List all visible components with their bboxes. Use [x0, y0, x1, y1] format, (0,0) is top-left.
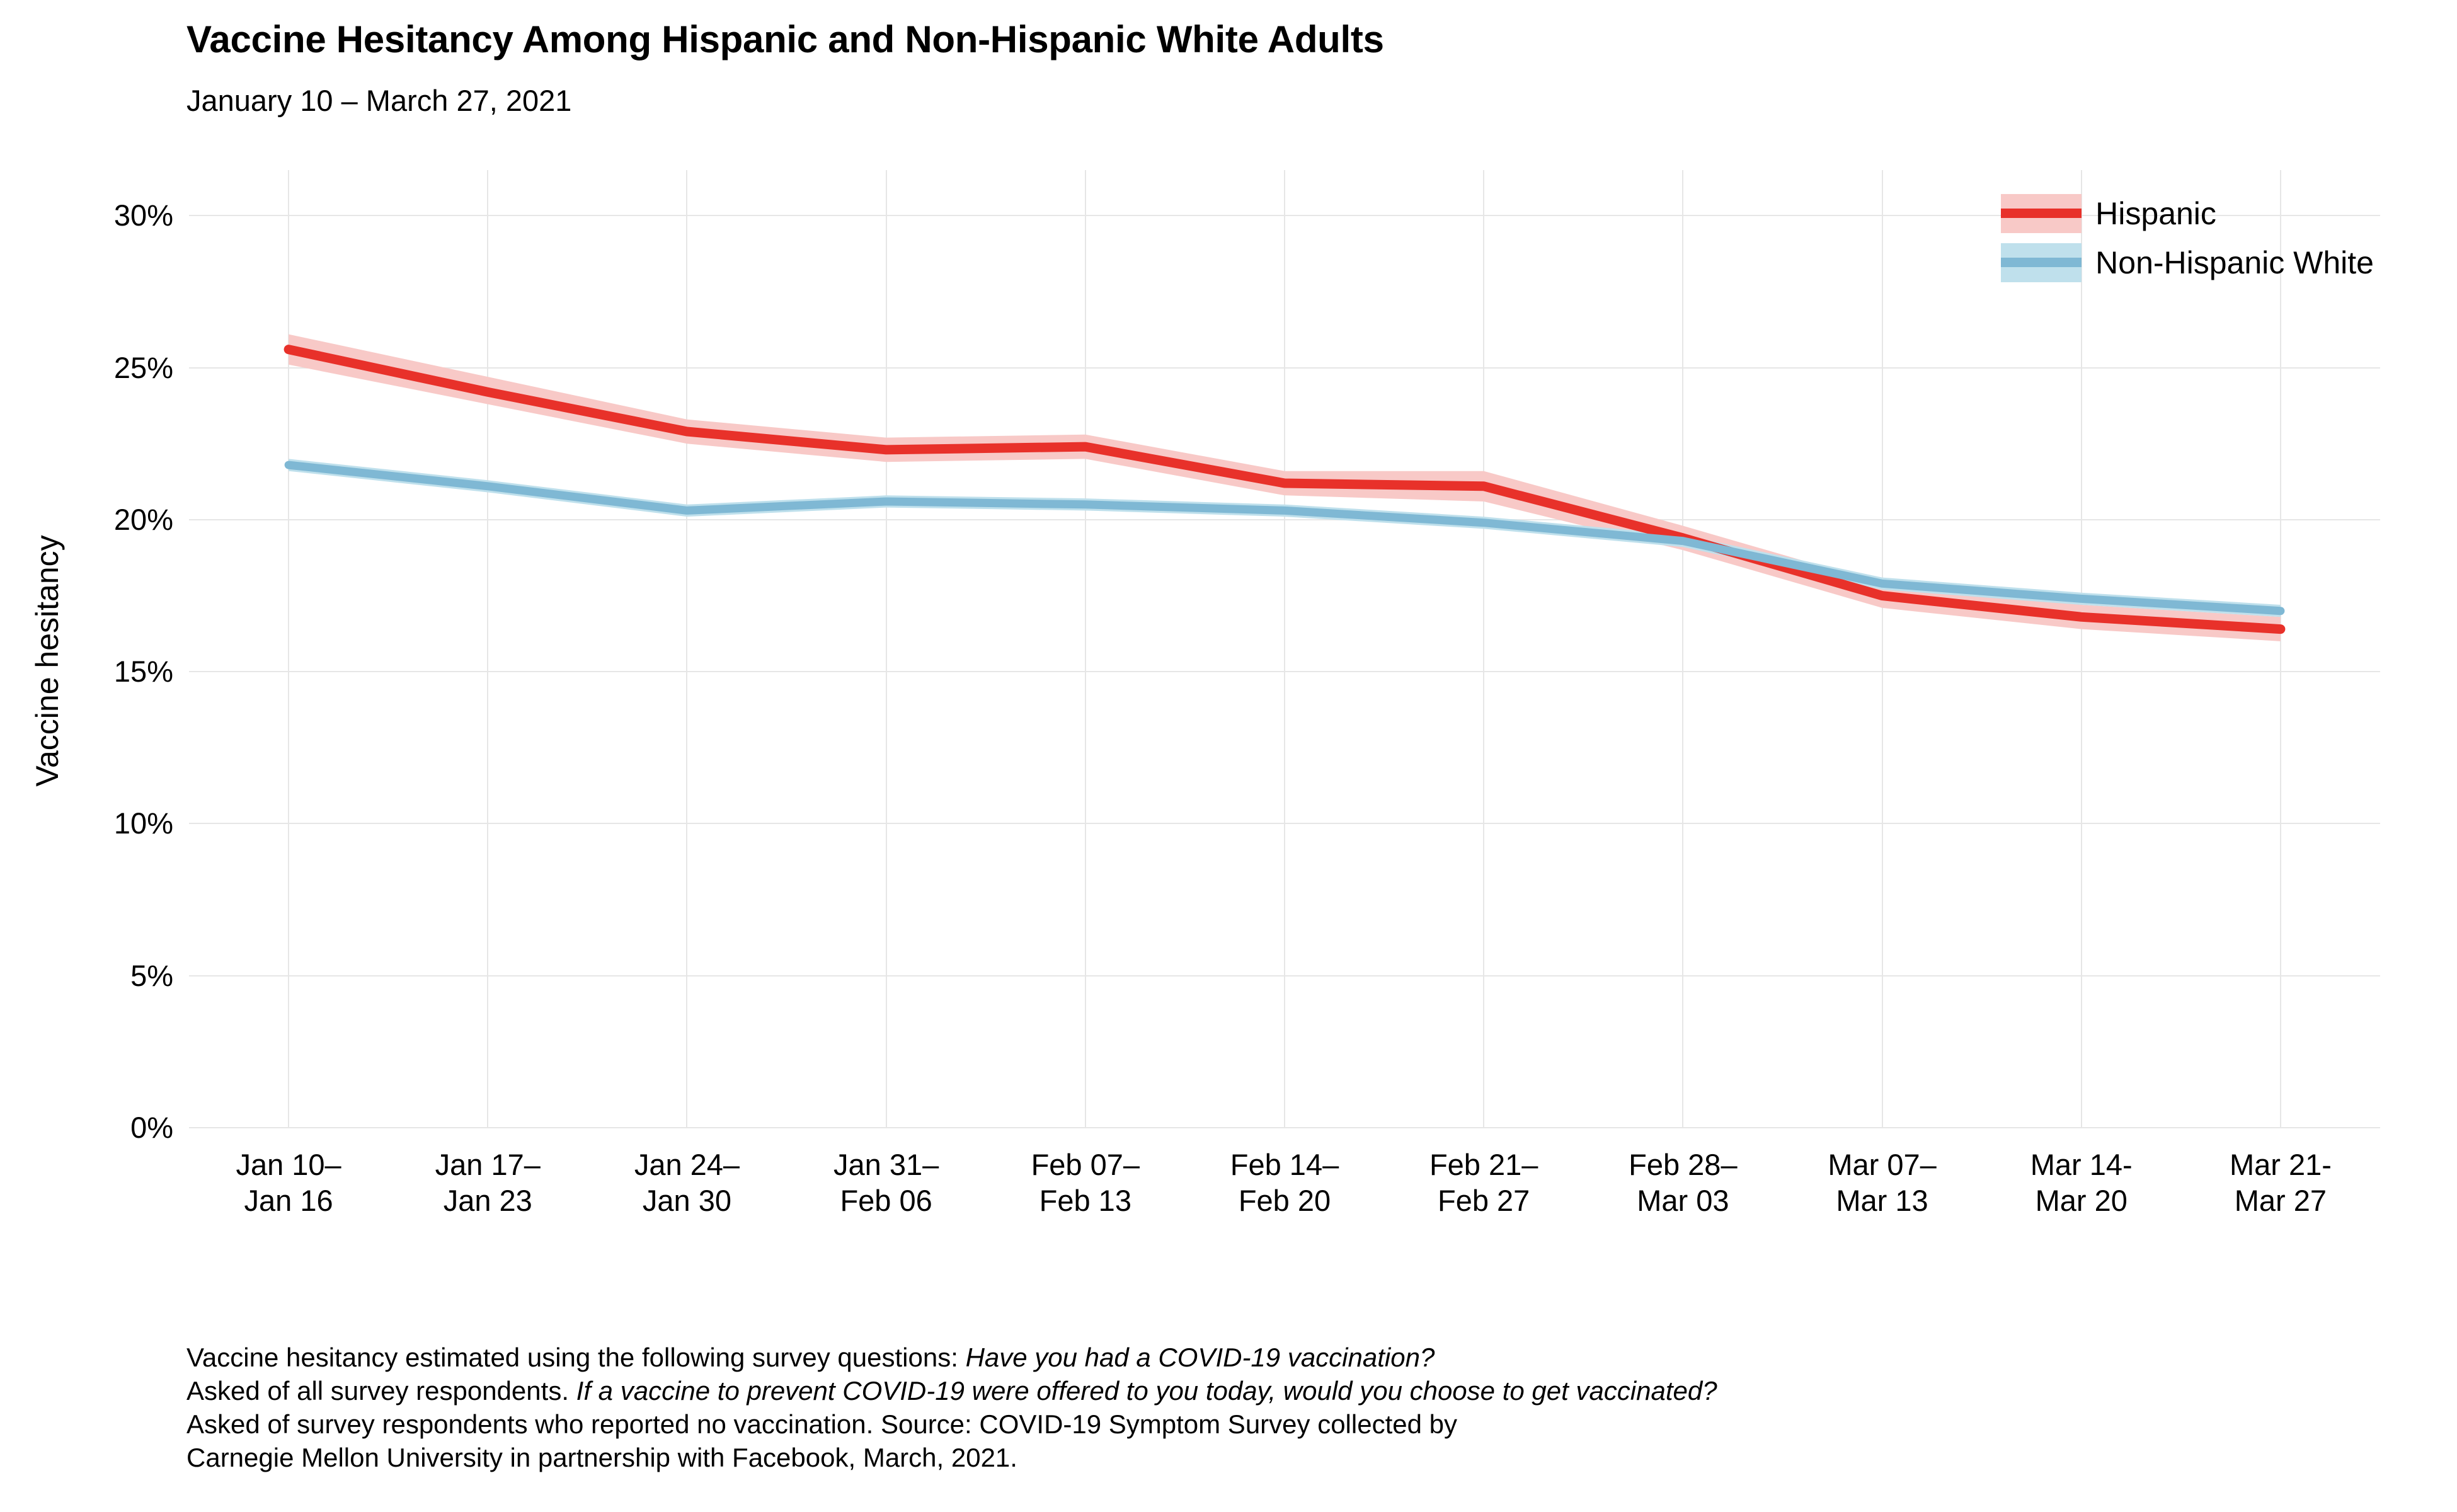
chart-caption [186, 1341, 1717, 1474]
legend-line-non-hispanic-white [2001, 258, 2082, 267]
caption-line-2 [186, 1374, 1717, 1407]
x-axis-tick-line1: Feb 21– [1429, 1148, 1538, 1181]
x-axis-tick-line2: Jan 30 [642, 1184, 732, 1217]
x-axis-tick-line2: Mar 20 [2035, 1184, 2128, 1217]
legend-label-non-hispanic-white: Non-Hispanic White [2095, 245, 2374, 280]
legend-key-non-hispanic-white [2001, 243, 2082, 282]
plot-panel [189, 170, 2380, 1128]
caption-line-4: Carnegie Mellon University in partnership with Facebook, March, 2021. [186, 1443, 1017, 1472]
y-axis-tick-label: 25% [113, 350, 173, 384]
x-axis-tick-line1: Jan 17– [435, 1148, 541, 1181]
legend-line-hispanic [2001, 209, 2082, 218]
y-axis-label: Vaccine hesitancy [30, 535, 65, 787]
series-layer [189, 170, 2380, 1128]
y-axis-tick-label: 20% [113, 502, 173, 536]
x-axis-tick-label [634, 1147, 740, 1218]
legend [2001, 194, 2374, 282]
y-axis-tick-label: 30% [113, 198, 173, 232]
x-axis-tick-line1: Mar 07– [1828, 1148, 1937, 1181]
x-axis-tick-line2: Feb 06 [840, 1184, 932, 1217]
x-axis-tick-label [236, 1147, 341, 1218]
x-axis-tick-line2: Feb 20 [1238, 1184, 1331, 1217]
legend-label-hispanic: Hispanic [2095, 196, 2216, 231]
x-axis-tick-line1: Mar 21- [2229, 1148, 2332, 1181]
x-axis-tick-line1: Feb 14– [1230, 1148, 1339, 1181]
x-axis-tick-label [833, 1147, 939, 1218]
caption-line-2-question: If a vaccine to prevent COVID-19 were offered to you today, would you choose to get vaccinated? [576, 1376, 1717, 1406]
legend-key-hispanic [2001, 194, 2082, 233]
x-axis-tick-line1: Mar 14- [2030, 1148, 2133, 1181]
legend-item-non-hispanic-white[interactable] [2001, 243, 2374, 282]
x-axis-tick-label [1828, 1147, 1936, 1218]
x-axis-tick-label [2030, 1147, 2133, 1218]
x-axis-tick-label [435, 1147, 541, 1218]
x-axis-tick-label [1031, 1147, 1140, 1218]
x-axis-tick-line1: Jan 31– [833, 1148, 939, 1181]
x-axis-tick-line2: Jan 23 [443, 1184, 532, 1217]
x-axis-tick-line1: Feb 07– [1031, 1148, 1140, 1181]
x-axis-tick-line1: Jan 10– [236, 1148, 341, 1181]
caption-line-2-text: Asked of all survey respondents. [186, 1376, 576, 1406]
caption-line-1-text: Vaccine hesitancy estimated using the following survey questions: [186, 1343, 966, 1372]
caption-line-3: Asked of survey respondents who reported no vaccination. Source: COVID-19 Symptom Survey collected by [186, 1409, 1457, 1439]
x-axis-tick-line1: Jan 24– [634, 1148, 740, 1181]
legend-item-hispanic[interactable] [2001, 194, 2374, 233]
x-axis-tick-label [1429, 1147, 1538, 1218]
y-axis-tick-label: 5% [130, 958, 173, 992]
x-axis-tick-line2: Feb 13 [1039, 1184, 1131, 1217]
x-axis-tick-line1: Feb 28– [1629, 1148, 1738, 1181]
y-axis-tick-label: 10% [113, 806, 173, 840]
x-axis-tick-line2: Feb 27 [1438, 1184, 1530, 1217]
y-axis-tick-label: 15% [113, 655, 173, 689]
page-subtitle: January 10 – March 27, 2021 [186, 84, 572, 117]
caption-line-1 [186, 1341, 1717, 1374]
x-axis-tick-label [1629, 1147, 1737, 1218]
y-axis-tick-label: 0% [130, 1111, 173, 1144]
x-axis-tick-line2: Mar 13 [1836, 1184, 1928, 1217]
x-axis-tick-line2: Mar 27 [2234, 1184, 2327, 1217]
x-axis-tick-label [2230, 1147, 2332, 1218]
x-axis-tick-label [1230, 1147, 1339, 1218]
caption-line-1-question: Have you had a COVID-19 vaccination? [965, 1343, 1435, 1372]
x-axis-tick-line2: Mar 03 [1637, 1184, 1729, 1217]
page-title: Vaccine Hesitancy Among Hispanic and Non-Hispanic White Adults [186, 18, 1384, 60]
x-axis-tick-line2: Jan 16 [244, 1184, 333, 1217]
